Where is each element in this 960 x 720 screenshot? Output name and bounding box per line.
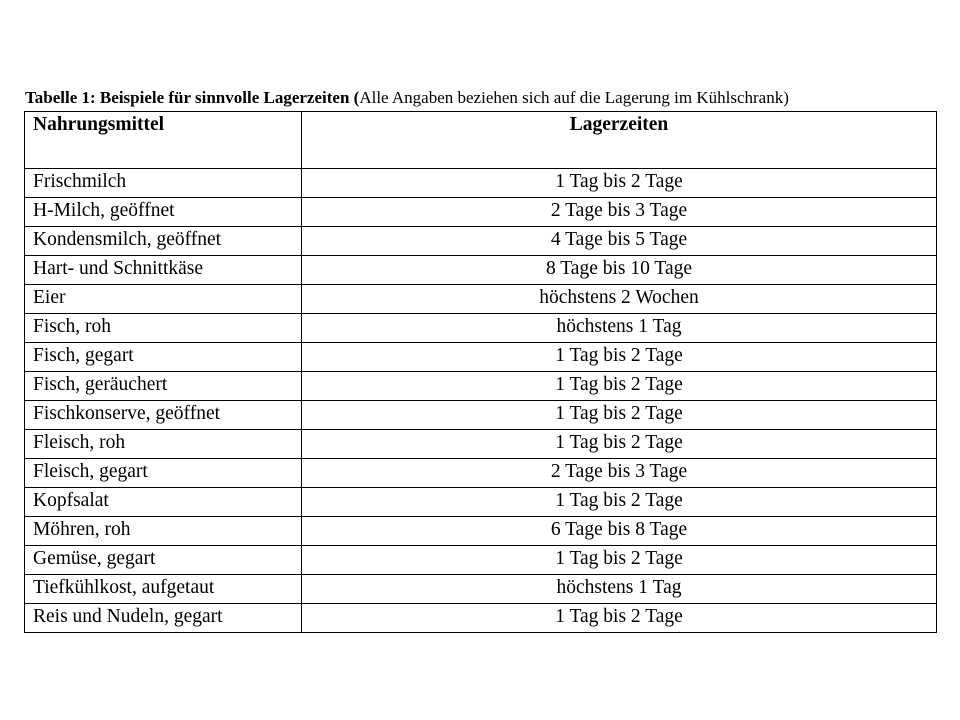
storage-time-cell: 8 Tage bis 10 Tage xyxy=(302,256,937,285)
food-cell: Kondensmilch, geöffnet xyxy=(25,227,302,256)
table-row xyxy=(25,575,937,604)
food-cell: Fisch, roh xyxy=(25,314,302,343)
food-cell: Reis und Nudeln, gegart xyxy=(25,604,302,633)
food-cell: Kopfsalat xyxy=(25,488,302,517)
storage-time-cell: 6 Tage bis 8 Tage xyxy=(302,517,937,546)
table-row xyxy=(25,488,937,517)
table-row xyxy=(25,256,937,285)
food-cell: Tiefkühlkost, aufgetaut xyxy=(25,575,302,604)
food-cell: H-Milch, geöffnet xyxy=(25,198,302,227)
storage-time-cell: 1 Tag bis 2 Tage xyxy=(302,546,937,575)
storage-time-cell: höchstens 1 Tag xyxy=(302,314,937,343)
table-row xyxy=(25,430,937,459)
table-row xyxy=(25,198,937,227)
food-cell: Fischkonserve, geöffnet xyxy=(25,401,302,430)
food-cell: Fisch, gegart xyxy=(25,343,302,372)
food-cell: Hart- und Schnittkäse xyxy=(25,256,302,285)
food-cell: Fleisch, gegart xyxy=(25,459,302,488)
header-food: Nahrungsmittel xyxy=(25,112,302,169)
table-body xyxy=(25,169,937,633)
table-row xyxy=(25,517,937,546)
table-row xyxy=(25,546,937,575)
table-row xyxy=(25,343,937,372)
food-cell: Eier xyxy=(25,285,302,314)
storage-time-cell: 1 Tag bis 2 Tage xyxy=(302,372,937,401)
storage-time-cell: 4 Tage bis 5 Tage xyxy=(302,227,937,256)
storage-time-cell: 1 Tag bis 2 Tage xyxy=(302,430,937,459)
table-row xyxy=(25,314,937,343)
storage-times-table xyxy=(24,111,937,633)
table-header-row xyxy=(25,112,937,169)
storage-time-cell: 2 Tage bis 3 Tage xyxy=(302,198,937,227)
table-row xyxy=(25,459,937,488)
storage-time-cell: 2 Tage bis 3 Tage xyxy=(302,459,937,488)
storage-time-cell: 1 Tag bis 2 Tage xyxy=(302,169,937,198)
food-cell: Möhren, roh xyxy=(25,517,302,546)
caption-close: ) xyxy=(783,88,789,107)
table-row xyxy=(25,227,937,256)
header-storage-time: Lagerzeiten xyxy=(302,112,937,169)
table-row xyxy=(25,604,937,633)
table-row xyxy=(25,285,937,314)
table-caption xyxy=(25,88,789,108)
storage-time-cell: 1 Tag bis 2 Tage xyxy=(302,604,937,633)
storage-time-cell: 1 Tag bis 2 Tage xyxy=(302,401,937,430)
food-cell: Fisch, geräuchert xyxy=(25,372,302,401)
table-row xyxy=(25,169,937,198)
storage-time-cell: 1 Tag bis 2 Tage xyxy=(302,488,937,517)
caption-note: Alle Angaben beziehen sich auf die Lagerung im Kühlschrank xyxy=(359,88,784,107)
food-cell: Gemüse, gegart xyxy=(25,546,302,575)
storage-time-cell: höchstens 2 Wochen xyxy=(302,285,937,314)
food-cell: Frischmilch xyxy=(25,169,302,198)
table-row xyxy=(25,401,937,430)
storage-time-cell: 1 Tag bis 2 Tage xyxy=(302,343,937,372)
table-row xyxy=(25,372,937,401)
caption-title: Tabelle 1: Beispiele für sinnvolle Lagerzeiten ( xyxy=(25,88,360,107)
storage-time-cell: höchstens 1 Tag xyxy=(302,575,937,604)
food-cell: Fleisch, roh xyxy=(25,430,302,459)
